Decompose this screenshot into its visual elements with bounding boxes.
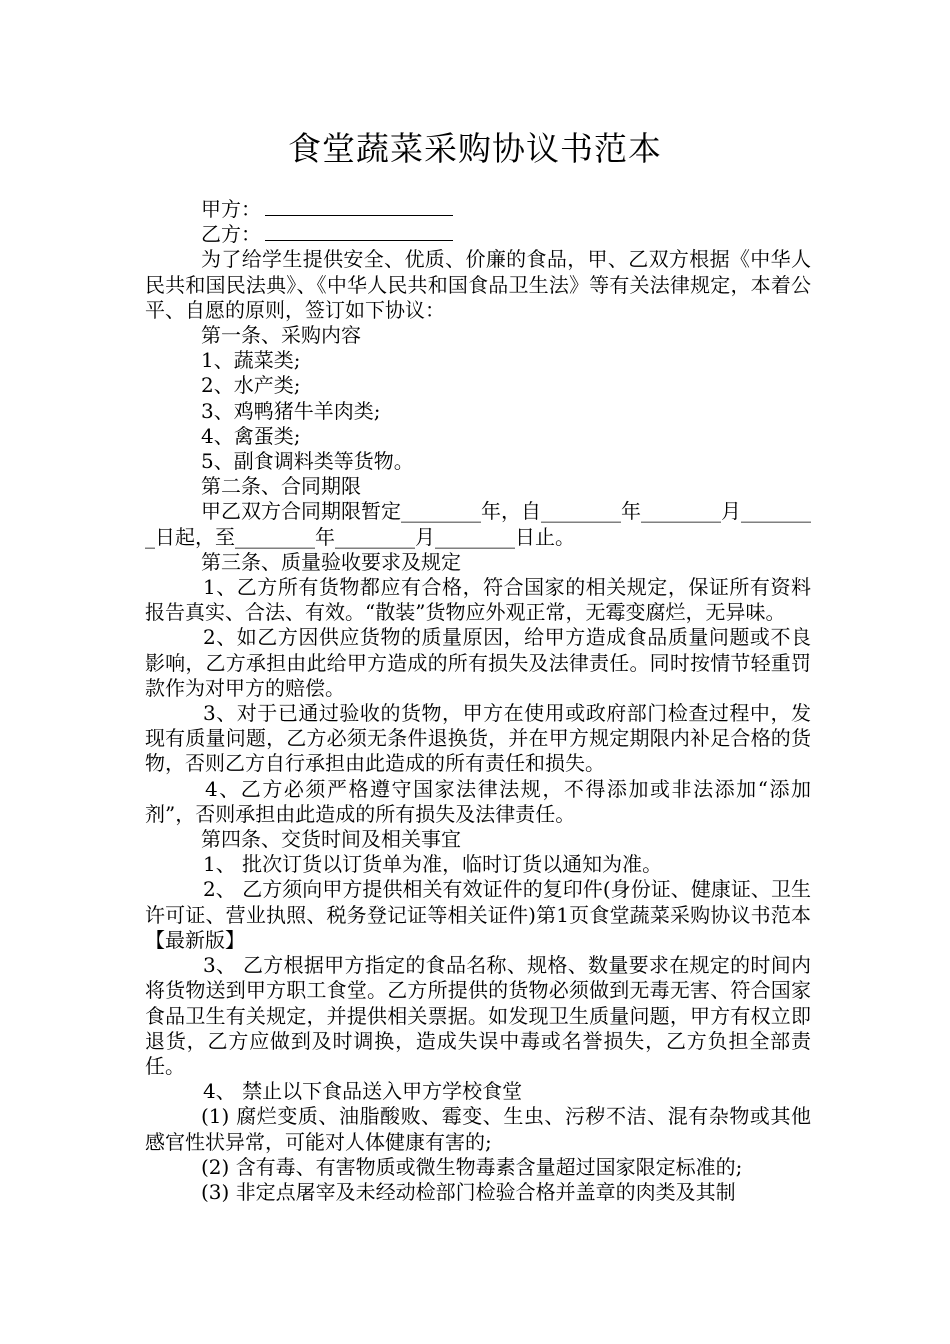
article-1-title: 第一条、采购内容 [201, 323, 361, 348]
article-3-clause-1: 1、乙方所有货物都应有合格，符合国家的相关规定，保证所有资料报告真实、合法、有效。“散装”货物应外观正常，无霉变腐烂，无异味。 [145, 575, 811, 625]
document-body [145, 197, 811, 1205]
article-1-item: 1、蔬菜类; [201, 348, 301, 373]
article-3-clause-3: 3、对于已通过验收的货物，甲方在使用或政府部门检查过程中，发现有质量问题，乙方必须无条件退换货，并在甲方规定期限内补足合格的货物，否则乙方自行承担由此造成的所有责任和损失。 [145, 701, 811, 776]
article-4-sub-item-1: (1) 腐烂变质、油脂酸败、霉变、生虫、污秽不洁、混有杂物或其他感官性状异常，可能对人体健康有害的; [145, 1104, 811, 1154]
article-4-clause-4: 4、 禁止以下食品送入甲方学校食堂 [203, 1079, 523, 1104]
preamble-paragraph: 为了给学生提供安全、优质、价廉的食品，甲、乙双方根据《中华人民共和国民法典》、《中华人民共和国食品卫生法》等有关法律规定，本着公平、自愿的原则，签订如下协议： [145, 247, 811, 322]
article-4-sub-item-2: (2) 含有毒、有害物质或微生物毒素含量超过国家限定标准的; [201, 1154, 743, 1179]
article-1-item: 5、副食调料类等货物。 [201, 449, 414, 474]
article-1-item: 4、禽蛋类; [201, 423, 301, 448]
article-4-clause-3: 3、 乙方根据甲方指定的食品名称、规格、数量要求在规定的时间内将货物送到甲方职工食堂。乙方所提供的货物必须做到无毒无害、符合国家食品卫生有关规定，并提供相关票据。如发现卫生质量问题，甲方有权立即退货，乙方应做到及时调换，造成失误中毒或名誉损失，乙方负担全部责任。 [145, 953, 811, 1078]
party-a-blank [265, 197, 453, 216]
article-1-item: 3、鸡鸭猪牛羊肉类; [201, 398, 381, 423]
article-4-clause-1: 1、 批次订货以订货单为准，临时订货以通知为准。 [203, 852, 663, 877]
article-1-item: 2、水产类; [201, 373, 301, 398]
article-2-paragraph: 甲乙双方合同期限暂定________年，自________年________月________日起，至________年________月________日止。 [145, 499, 811, 549]
party-b-line [145, 222, 811, 247]
document-title: 食堂蔬菜采购协议书范本 [288, 129, 662, 168]
party-a-label: 甲方： [201, 197, 261, 221]
party-b-blank [265, 222, 453, 241]
article-2-title: 第二条、合同期限 [201, 474, 361, 499]
article-3-clause-4: 4、乙方必须严格遵守国家法律法规，不得添加或非法添加“添加剂”，否则承担由此造成的所有损失及法律责任。 [145, 776, 811, 826]
article-4-title: 第四条、交货时间及相关事宜 [201, 827, 461, 852]
party-a-line [145, 197, 811, 222]
article-4-sub-item-3: (3) 非定点屠宰及未经动检部门检验合格并盖章的肉类及其制 [201, 1179, 736, 1204]
article-4-clause-2: 2、 乙方须向甲方提供相关有效证件的复印件(身份证、健康证、卫生许可证、营业执照、税务登记证等相关证件)第1页食堂蔬菜采购协议书范本【最新版】 [145, 877, 811, 952]
article-3-clause-2: 2、如乙方因供应货物的质量原因，给甲方造成食品质量问题或不良影响，乙方承担由此给甲方造成的所有损失及法律责任。同时按情节轻重罚款作为对甲方的赔偿。 [145, 625, 811, 700]
article-3-title: 第三条、质量验收要求及规定 [201, 549, 461, 574]
party-b-label: 乙方： [201, 222, 261, 247]
